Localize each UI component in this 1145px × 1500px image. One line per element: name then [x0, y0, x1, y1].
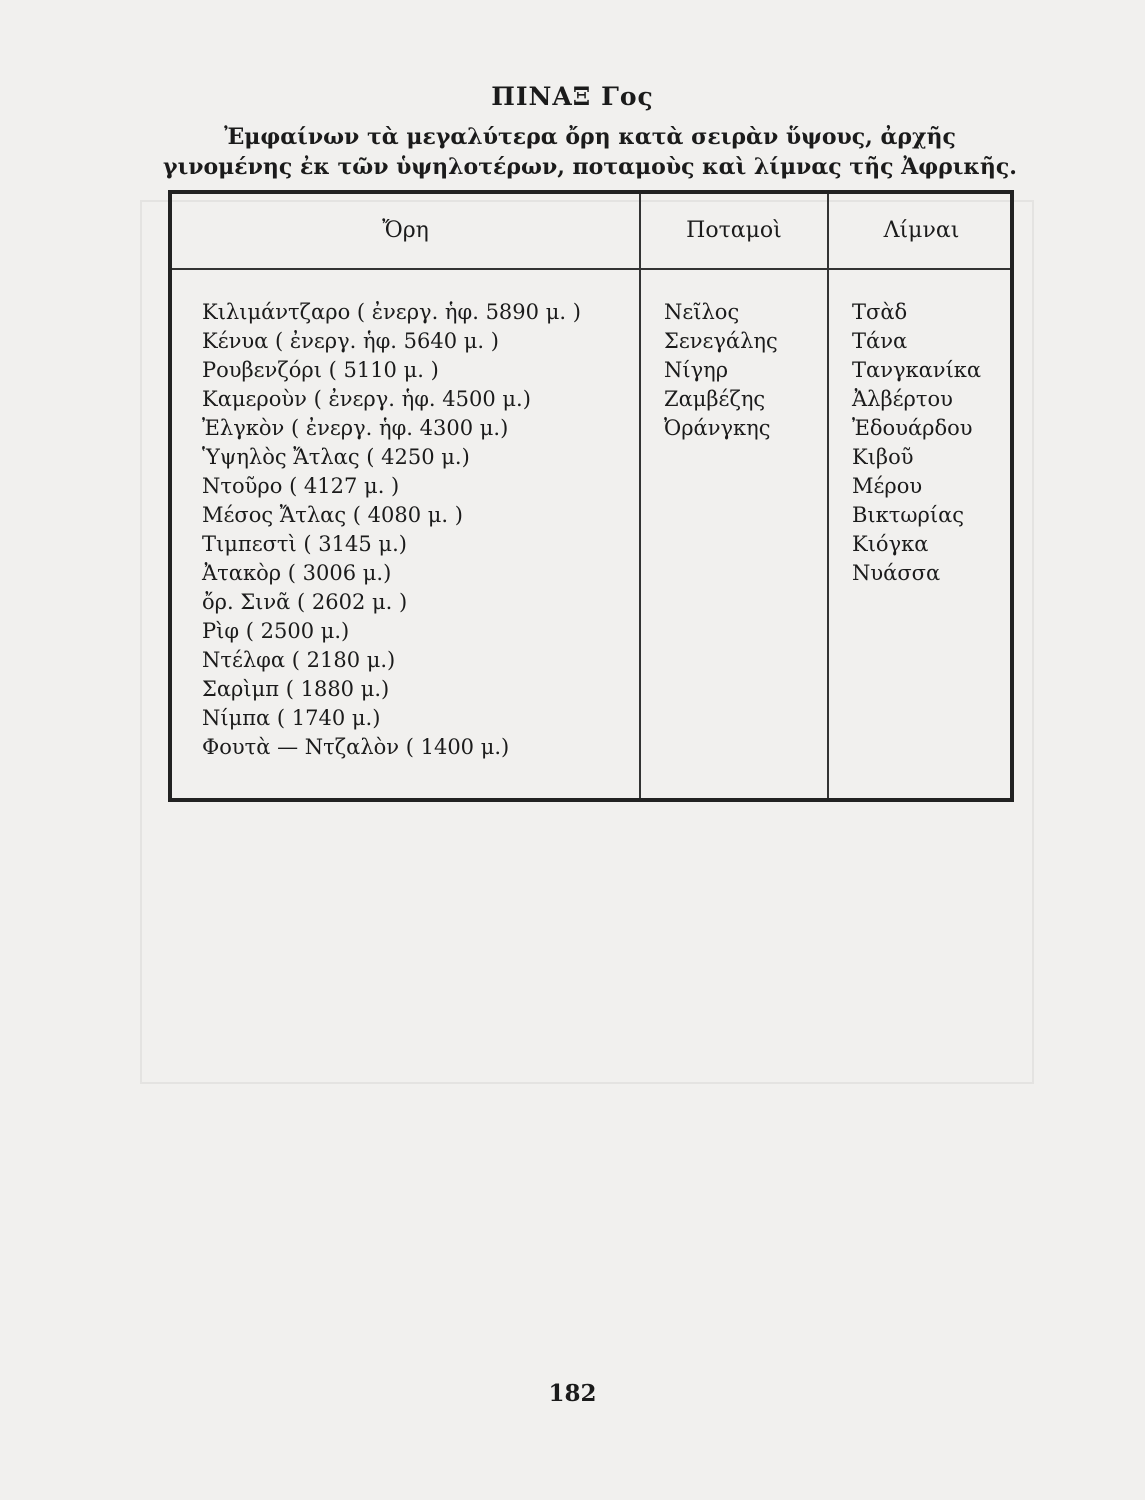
mountain-item: Μέσος Ἄτλας ( 4080 μ. ): [202, 503, 463, 527]
mountain-item: Φουτὰ — Ντζαλὸν ( 1400 μ.): [202, 735, 510, 759]
mountain-item: Ὑψηλὸς Ἄτλας ( 4250 μ.): [202, 445, 470, 469]
lake-item: Τανγκανίκα: [852, 358, 982, 382]
table-title: ΠΙΝΑΞ Γος: [491, 82, 654, 111]
lake-item: Τσὰδ: [852, 300, 908, 324]
lakes-list: [852, 298, 981, 588]
header-rivers: Ποταμοὶ: [686, 218, 782, 243]
header-mountains: Ὄρη: [382, 218, 429, 243]
lake-item: Κιόγκα: [852, 532, 929, 556]
mountain-item: Σαρὶμπ ( 1880 μ.): [202, 677, 390, 701]
mountains-list: [202, 298, 581, 762]
column-divider: [639, 194, 641, 798]
mountain-item: Νίμπα ( 1740 μ.): [202, 706, 381, 730]
page-number: 182: [548, 1380, 597, 1407]
lake-item: Μέρου: [852, 474, 923, 498]
river-item: Νίγηρ: [664, 358, 729, 382]
header-divider: [172, 268, 1010, 270]
mountain-item: Ρὶφ ( 2500 μ.): [202, 619, 350, 643]
header-lakes: Λίμναι: [883, 218, 960, 243]
river-item: Ὀράνγκης: [664, 416, 771, 440]
table-subtitle: Ἐμφαίνων τὰ μεγαλύτερα ὄρη κατὰ σειρὰν ὕψους, ἀρχῆς γινομένης ἐκ τῶν ὑψηλοτέρων, ποταμοὺς καὶ λίμνας τῆς Ἀφρικῆς.: [163, 124, 1017, 180]
data-table: [168, 190, 1014, 802]
lake-item: Κιβοῦ: [852, 445, 914, 469]
river-item: Ζαμβέζης: [664, 387, 766, 411]
rivers-list: [664, 298, 778, 443]
mountain-item: Ντέλφα ( 2180 μ.): [202, 648, 396, 672]
mountain-item: Ντοῦρο ( 4127 μ. ): [202, 474, 400, 498]
mountain-item: Καμεροὺν ( ἐνεργ. ἡφ. 4500 μ.): [202, 387, 531, 411]
mountain-item: ὄρ. Σινᾶ ( 2602 μ. ): [202, 590, 408, 614]
mountain-item: Κένυα ( ἐνεργ. ἡφ. 5640 μ. ): [202, 329, 499, 353]
lake-item: Ἀλβέρτου: [852, 387, 953, 411]
mountain-item: Ἀτακὸρ ( 3006 μ.): [202, 561, 392, 585]
lake-item: Ἐδουάρδου: [852, 416, 973, 440]
river-item: Σενεγάλης: [664, 329, 778, 353]
column-divider: [827, 194, 829, 798]
mountain-item: Κιλιμάντζαρο ( ἐνεργ. ἡφ. 5890 μ. ): [202, 300, 581, 324]
mountain-item: Ρουβενζόρι ( 5110 μ. ): [202, 358, 439, 382]
lake-item: Νυάσσα: [852, 561, 941, 585]
lake-item: Βικτωρίας: [852, 503, 965, 527]
mountain-item: Ἐλγκὸν ( ἐνεργ. ἡφ. 4300 μ.): [202, 416, 509, 440]
mountain-item: Τιμπεστὶ ( 3145 μ.): [202, 532, 407, 556]
river-item: Νεῖλος: [664, 300, 740, 324]
lake-item: Τάνα: [852, 329, 908, 353]
